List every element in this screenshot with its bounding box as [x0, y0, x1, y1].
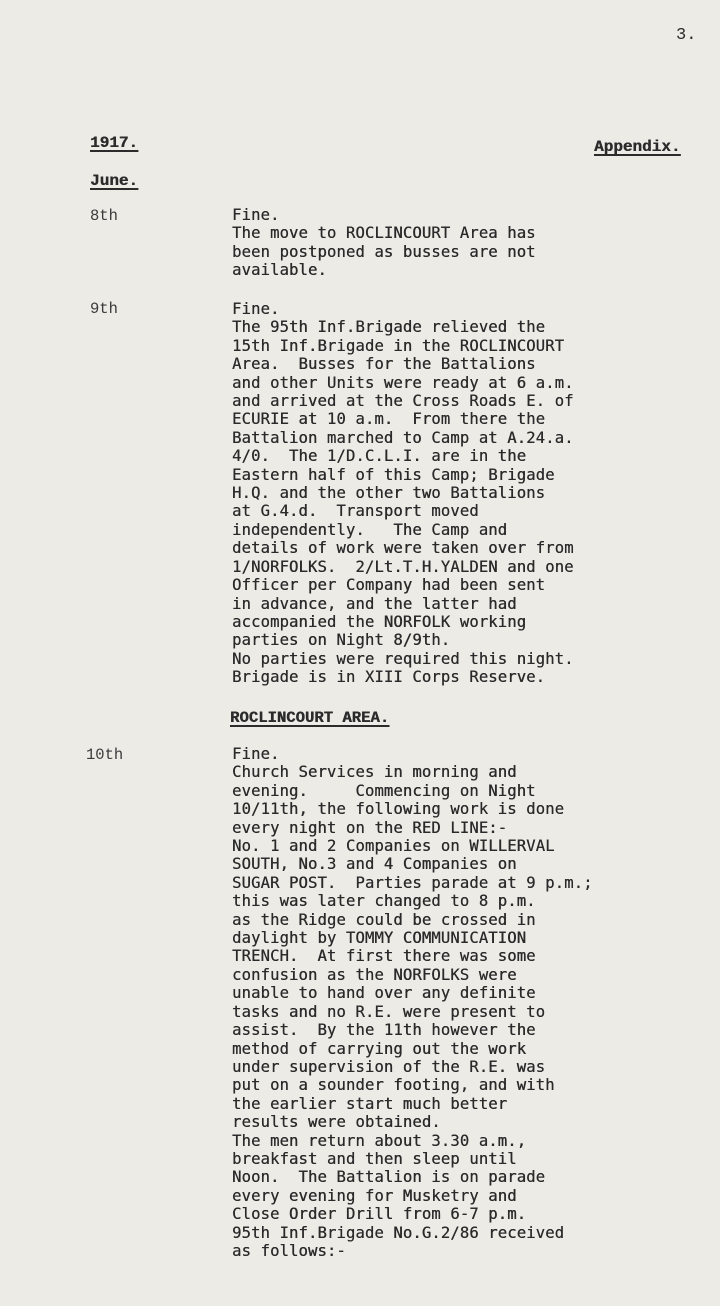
entry-text-10th: Fine. Church Services in morning and evening. Commencing on Night 10/11th, the following work is done every night on the RED LINE:- No. 1 and 2 Companies on WILLERVAL SOUTH, No.3 and 4 Companies on SUGAR POST. Parties parade at 9 p.m.; this was later changed to 8 p.m. as the Ridge could be crossed in daylight by TOMMY COMMUNICATION TRENCH. At first there was some confusion as the NORFOLKS were unable to hand over any definite tasks and no R.E. were present to assist. By the 11th however the method of carrying out the work under supervision of the R.E. was put on a sounder footing, and with the earlier start much better results were obtained. The men return about 3.30 a.m., breakfast and then sleep until Noon. The Battalion is on parade every evening for Musketry and Close Order Drill from 6-7 p.m. 95th Inf.Brigade No.G.2/86 received as follows:-: [232, 745, 593, 1260]
appendix-heading: Appendix.: [594, 138, 681, 156]
month-heading: June.: [90, 172, 139, 190]
entry-text-8th: Fine. The move to ROCLINCOURT Area has been postponed as busses are not available.: [232, 206, 536, 280]
year-heading: 1917.: [90, 134, 139, 152]
entry-date-9th: 9th: [90, 300, 118, 318]
entry-date-8th: 8th: [90, 207, 118, 225]
entry-text-9th: Fine. The 95th Inf.Brigade relieved the 15th Inf.Brigade in the ROCLINCOURT Area. Busses for the Battalions and other Units were ready at 6 a.m. and arrived at the Cross Roads E. of ECURIE at 10 a.m. From there the Battalion marched to Camp at A.24.a. 4/0. The 1/D.C.L.I. are in the Eastern half of this Camp; Brigade H.Q. and the other two Battalions at G.4.d. Transport moved independently. The Camp and details of work were taken over from 1/NORFOLKS. 2/Lt.T.H.YALDEN and one Officer per Company had been sent in advance, and the latter had accompanied the NORFOLK working parties on Night 8/9th. No parties were required this night. Brigade is in XIII Corps Reserve.: [232, 300, 574, 687]
page-number: 3.: [676, 26, 697, 45]
area-heading: ROCLINCOURT AREA.: [230, 709, 390, 727]
entry-date-10th: 10th: [86, 746, 124, 764]
